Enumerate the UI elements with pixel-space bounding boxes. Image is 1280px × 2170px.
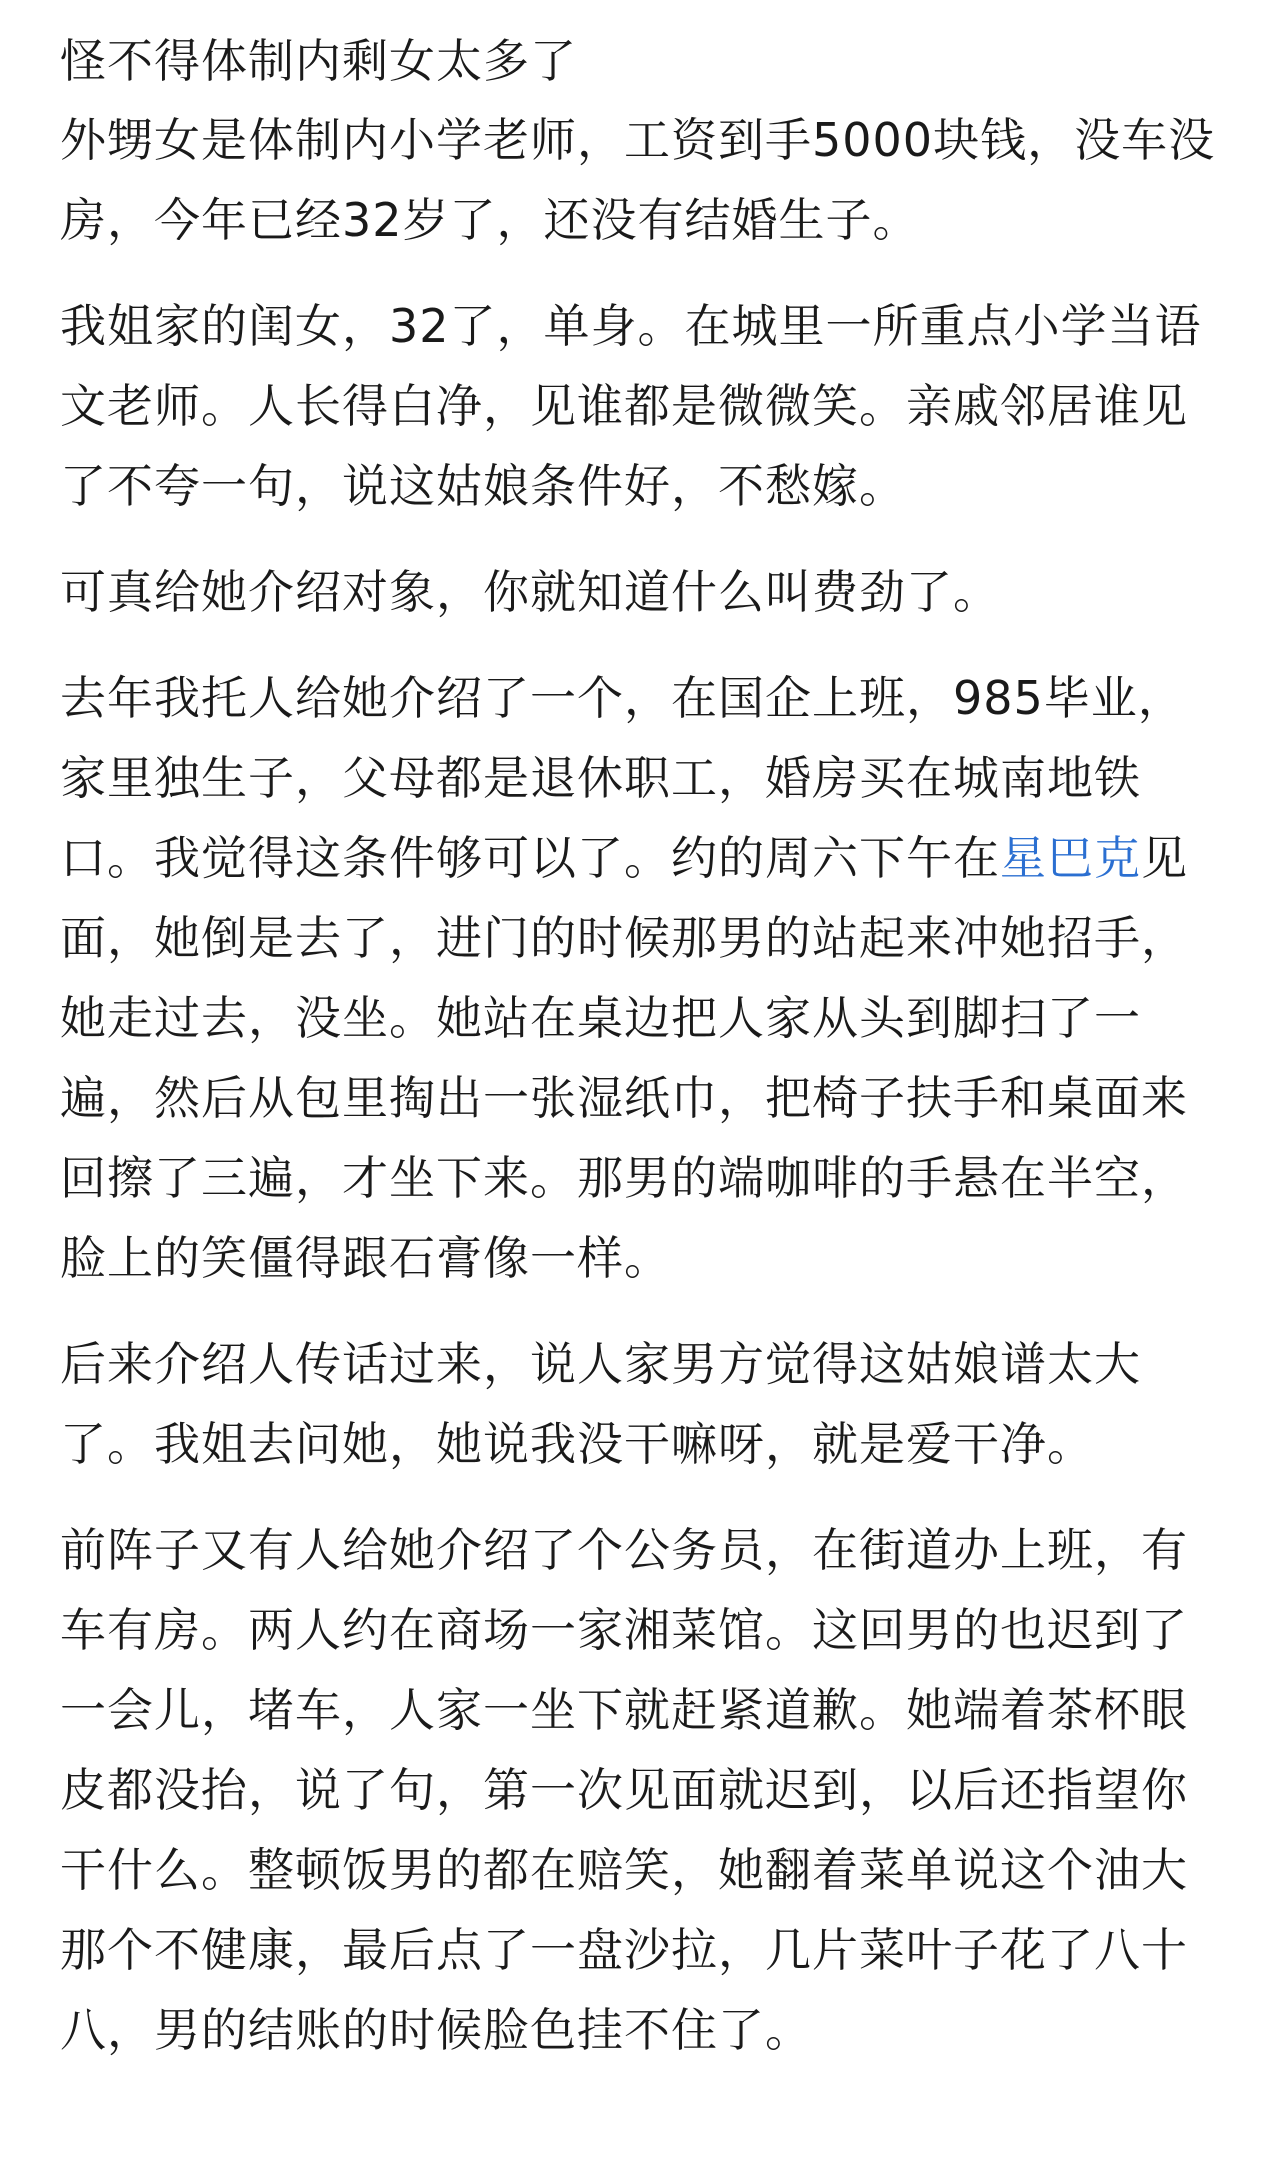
paragraph-6: 前阵子又有人给她介绍了个公务员，在街道办上班，有车有房。两人约在商场一家湘菜馆。这回男的也迟到了一会儿，堵车，人家一坐下就赶紧道歉。她端着茶杯眼皮都没抬，说了句，第一次见面就迟到，以后还指望你干什么。整顿饭男的都在赔笑，她翻着菜单说这个油大那个不健康，最后点了一盘沙拉，几片菜叶子花了八十八，男的结账的时候脸色挂不住了。 [60,1523,1188,2057]
paragraph-3: 可真给她介绍对象，你就知道什么叫费劲了。 [60,565,1000,619]
paragraph-4-text-before: 去年我托人给她介绍了一个，在国企上班，985毕业，家里独生子，父母都是退休职工，婚房买在城南地铁口。我觉得这条件够可以了。约的周六下午在 [60,671,1185,885]
post-title: 怪不得体制内剩女太多了 [60,34,577,88]
paragraph-4-text-after: 见面，她倒是去了，进门的时候那男的站起来冲她招手，她走过去，没坐。她站在桌边把人家从头到脚扫了一遍，然后从包里掏出一张湿纸巾，把椅子扶手和桌面来回擦了三遍，才坐下来。那男的端咖啡的手悬在半空，脸上的笑僵得跟石膏像一样。 [60,831,1188,1285]
paragraph-5: 后来介绍人传话过来，说人家男方觉得这姑娘谱太大了。我姐去问她，她说我没干嘛呀，就是爱干净。 [60,1337,1141,1471]
paragraph-4 [60,658,1220,1298]
paragraph-1: 外甥女是体制内小学老师，工资到手5000块钱，没车没房，今年已经32岁了，还没有结婚生子。 [60,113,1216,247]
starbucks-link[interactable]: 星巴克 [1000,831,1141,885]
paragraph-2: 我姐家的闺女，32了，单身。在城里一所重点小学当语文老师。人长得白净，见谁都是微微笑。亲戚邻居谁见了不夸一句，说这姑娘条件好，不愁嫁。 [60,299,1202,513]
